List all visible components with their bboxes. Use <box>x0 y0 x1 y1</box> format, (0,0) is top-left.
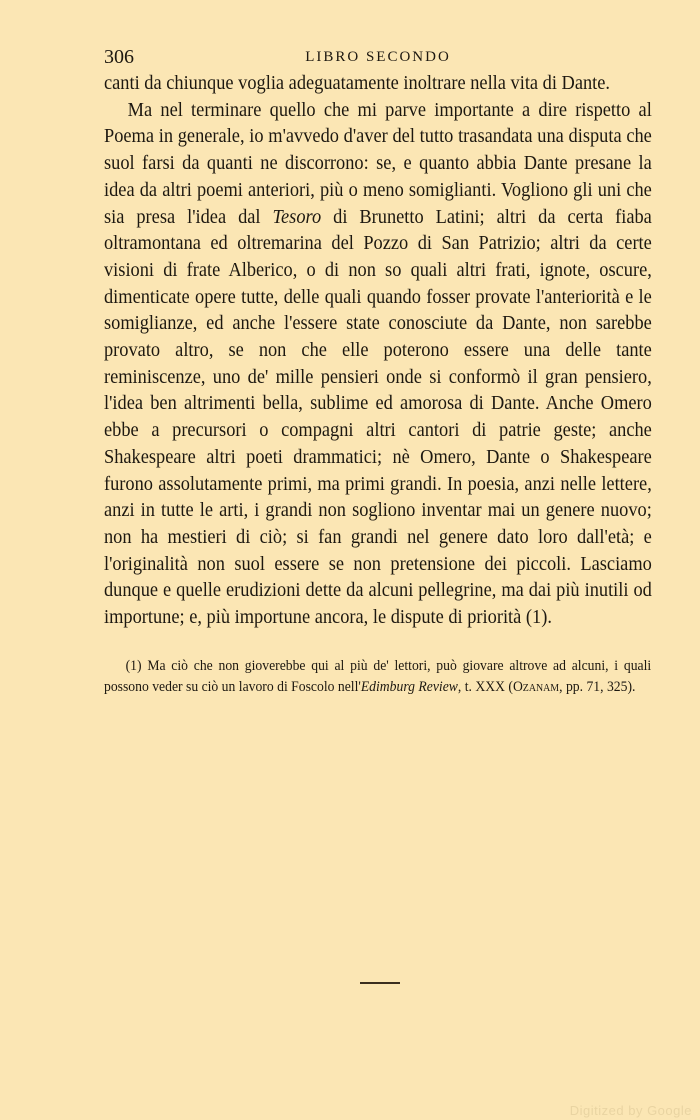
paragraph-continuation-text: canti da chiunque voglia adeguatamente inoltrare nella vita di Dante. <box>104 72 611 94</box>
book-page <box>104 44 652 697</box>
watermark: Digitized by Google <box>569 1103 692 1118</box>
end-rule <box>360 982 400 984</box>
footnote-journal: Edimburg Review <box>360 677 458 695</box>
running-head <box>104 44 652 70</box>
paragraph-main-text-a: Ma nel terminare quello che mi parve importante a dire rispetto al Poema in generale, io m'avvedo d'aver del tutto trasandata una disputa che suol farsi da quanti ne discorrono: se, e quanto abbia Dante presane la idea da altri poemi anteriori, più o meno somiglianti. Vogliono gli uni che sia presa l'idea dal <box>104 98 652 228</box>
body-text <box>104 70 652 631</box>
footnote-marker: (1) <box>125 656 142 674</box>
footnote <box>104 655 651 697</box>
footnote-author: Ozanam <box>512 677 560 695</box>
section-title: LIBRO SECONDO <box>305 49 451 65</box>
footnote-reference[interactable]: (1). <box>525 606 552 629</box>
paragraph-continuation <box>104 70 652 97</box>
paragraph-main-text-b: di Brunetto Latini; altri da certa fiaba oltramontana ed oltremarina del Pozzo di San Patrizio; altri da certe visioni di frate Alberico, o di non so quali altri frati, ignote, oscure, dimenticate opere tutte, delle quali quando fosser provate l'anteriorità e le somiglianze, ed anche l'essere state conosciute da Dante, non sarebbe provato altro, se non che elle poterono essere una delle tante reminiscenze, uno de' mille pensieri onde si conformò il gran pensiero, l'idea ben altrimenti bella, sublime ed amorosa di Dante. Anche Omero ebbe a precursori o compagni altri cantori di patrie geste; anche Shakespeare altri poeti drammatici; nè Omero, Dante o Shakespeare furono assolutamente primi, ma primi grandi. In poesia, anzi nelle lettere, anzi in tutte le arti, i grandi non sogliono inventar mai un genere nuovo; non ha mestieri di ciò; si fan grandi nel genere dato loro dall'età; e l'originalità non suol essere se non pretensione dei piccoli. Lasciamo dunque e quelle erudizioni dette da alcuni pellegrine, ma dai più inutili od importune; e, più importune ancora, le dispute di priorità <box>104 205 652 629</box>
footnote-text-c: , pp. 71, 325). <box>559 677 636 695</box>
tesoro-title: Tesoro <box>272 205 322 228</box>
paragraph-main <box>104 97 652 631</box>
footnote-text-a: Ma ciò che non gioverebbe qui al più de' lettori, può giovare altrove ad alcuni, i quali possono veder su ciò un lavoro di Foscolo nell' <box>104 656 652 695</box>
page-number: 306 <box>104 46 134 68</box>
footnote-text-b: , t. XXX ( <box>457 677 513 695</box>
